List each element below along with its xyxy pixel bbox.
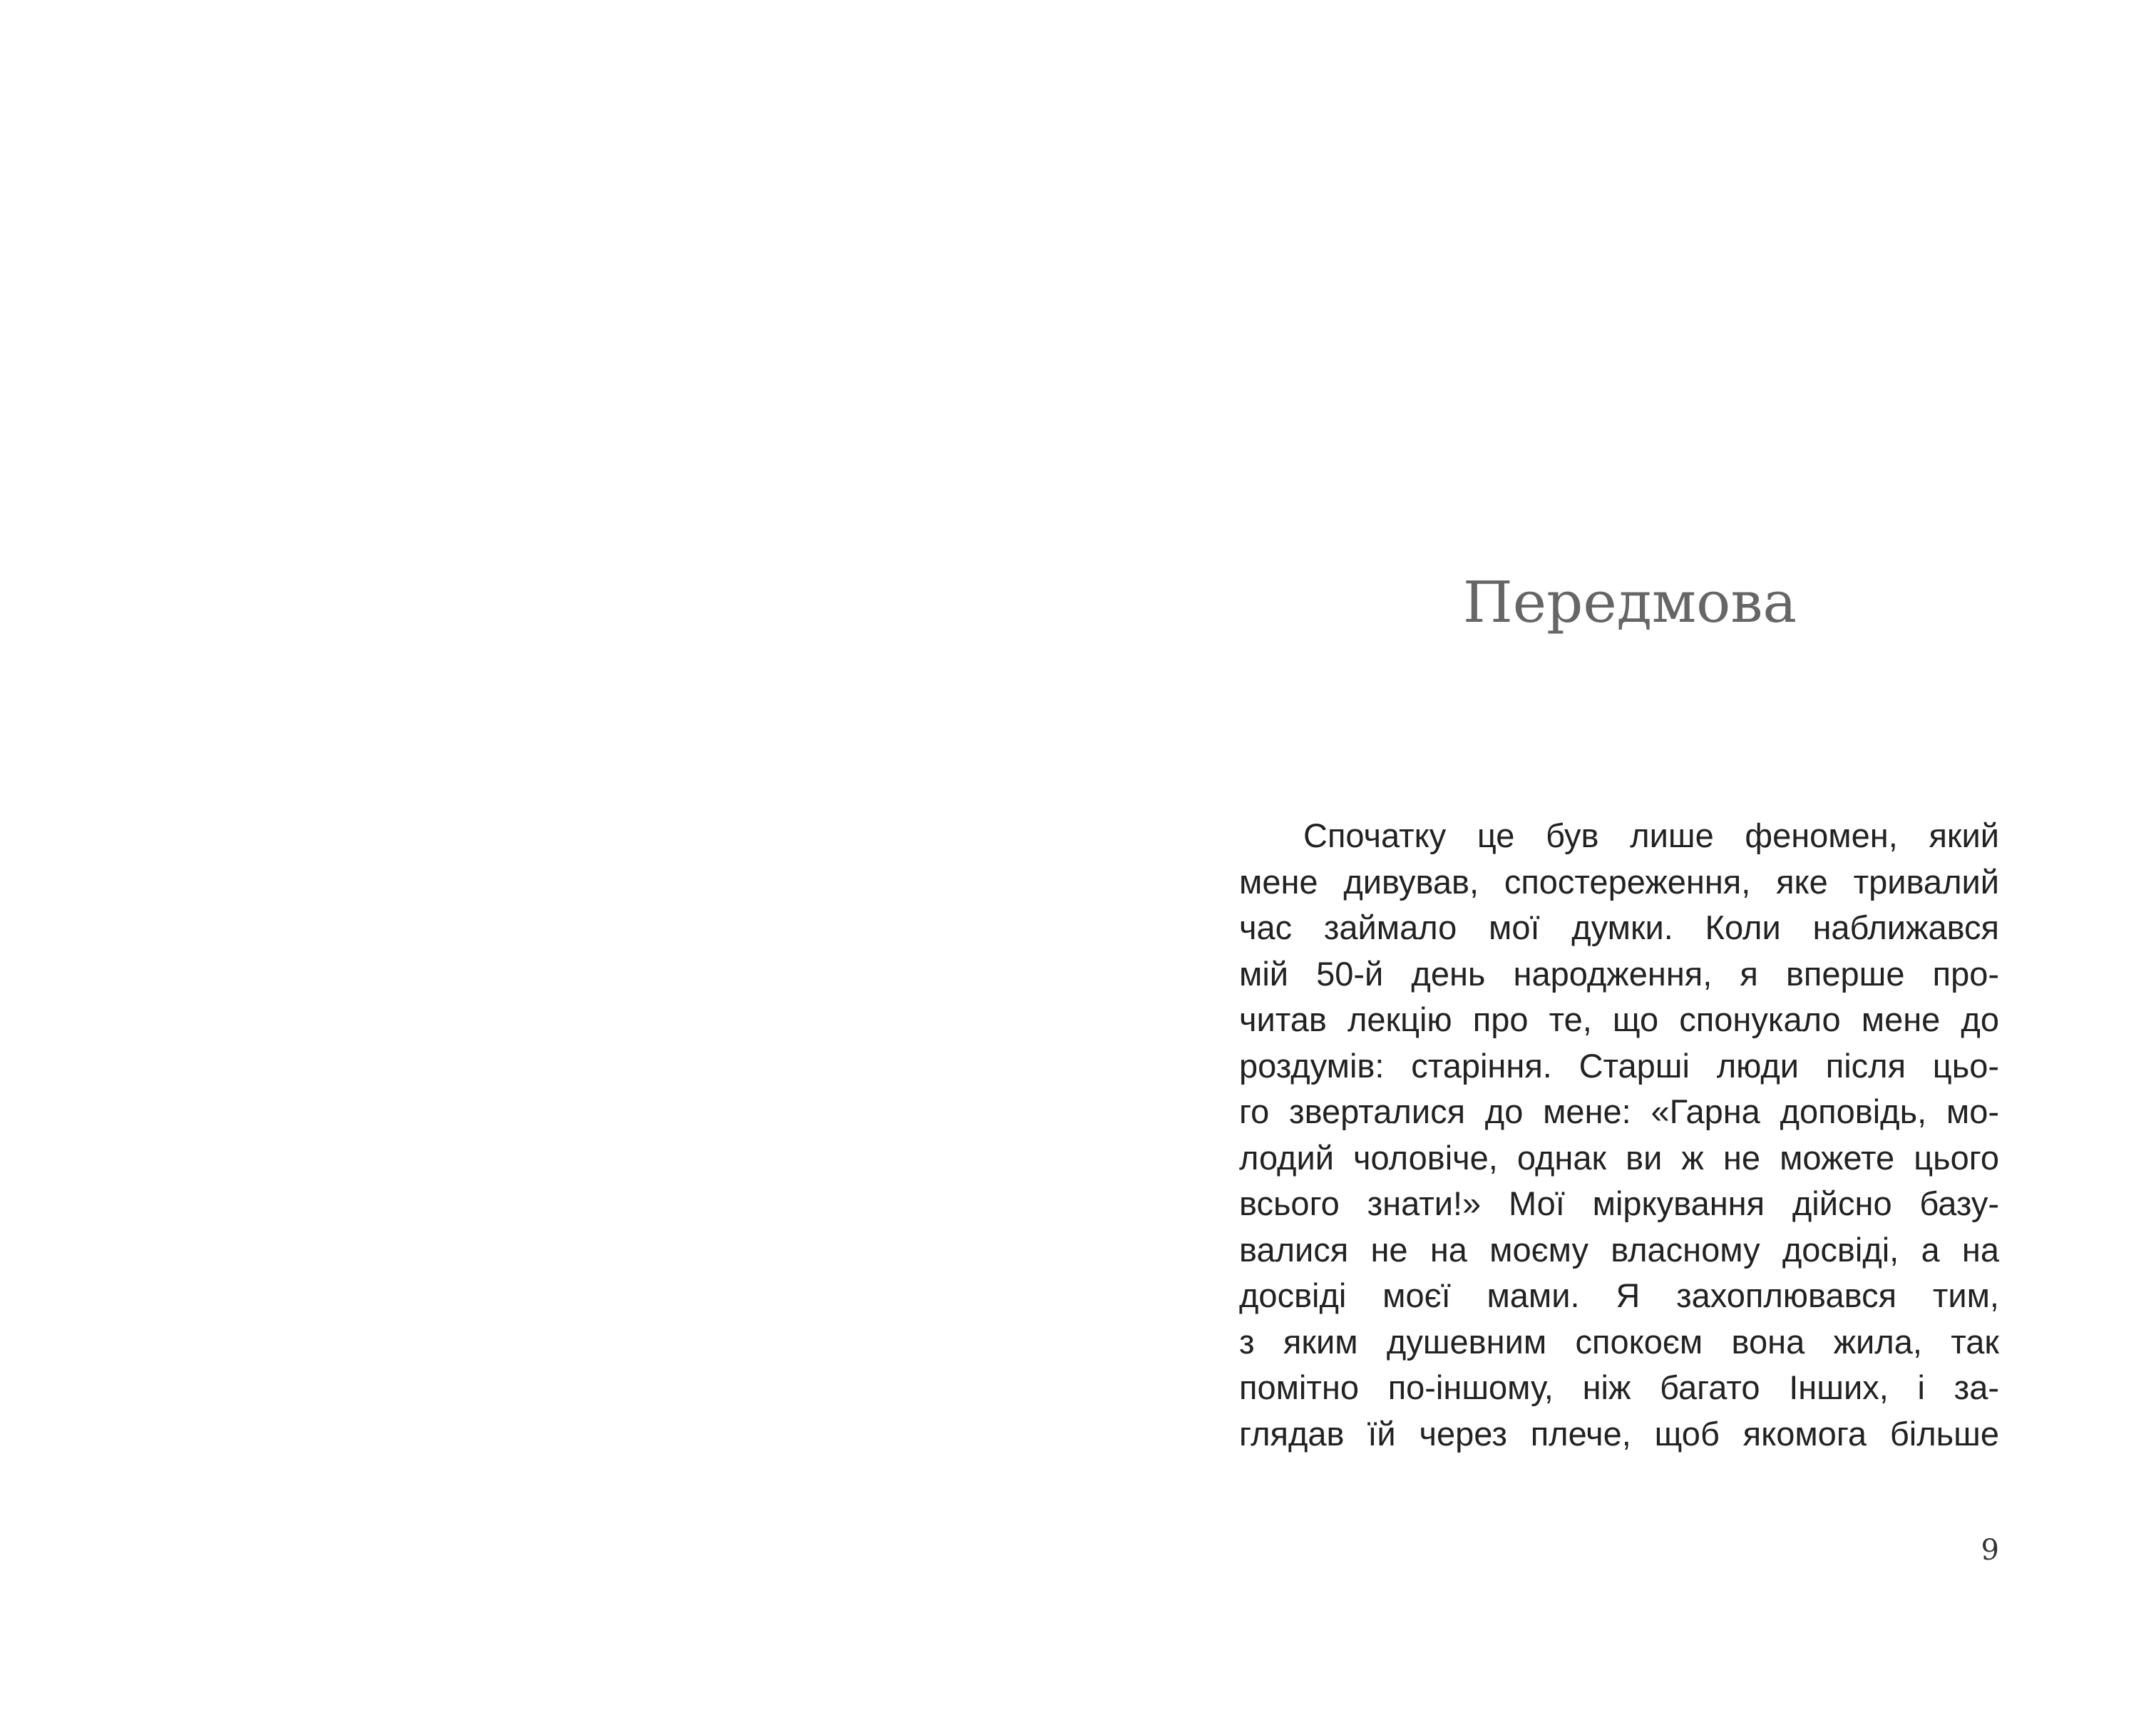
- chapter-title: Передмова: [1463, 569, 1797, 635]
- text-line: го зверталися до мене: «Гарна доповідь, мо-: [1239, 1092, 1999, 1130]
- right-page: [1078, 0, 2156, 1710]
- page-number: 9: [1981, 1534, 1999, 1567]
- text-line: з яким душевним спокоєм вона жила, так: [1239, 1322, 1999, 1361]
- text-line: досвіді моєї мами. Я захоплювався тим,: [1239, 1276, 1999, 1314]
- text-line: читав лекцію про те, що спонукало мене до: [1239, 1000, 1999, 1038]
- text-line: час займало мої думки. Коли наближався: [1239, 908, 1999, 946]
- text-line: помітно по-іншому, ніж багато Інших, і за-: [1239, 1368, 1999, 1406]
- text-line: глядав їй через плече, щоб якомога більше: [1239, 1414, 1999, 1453]
- text-line: роздумів: старіння. Старші люди після цьо-: [1239, 1046, 1999, 1085]
- text-line: мій 50-й день народження, я вперше про-: [1239, 954, 1999, 993]
- text-line: Спочатку це був лише феномен, який: [1303, 816, 1999, 854]
- text-line: лодий чоловіче, однак ви ж не можете цього: [1239, 1138, 1999, 1177]
- text-line: валися не на моєму власному досвіді, а на: [1239, 1230, 1999, 1269]
- text-line: всього знати!» Мої міркування дійсно базу-: [1239, 1184, 1999, 1222]
- body-paragraph: [1239, 813, 1999, 1457]
- text-line: мене дивував, спостереження, яке тривалий: [1239, 862, 1999, 901]
